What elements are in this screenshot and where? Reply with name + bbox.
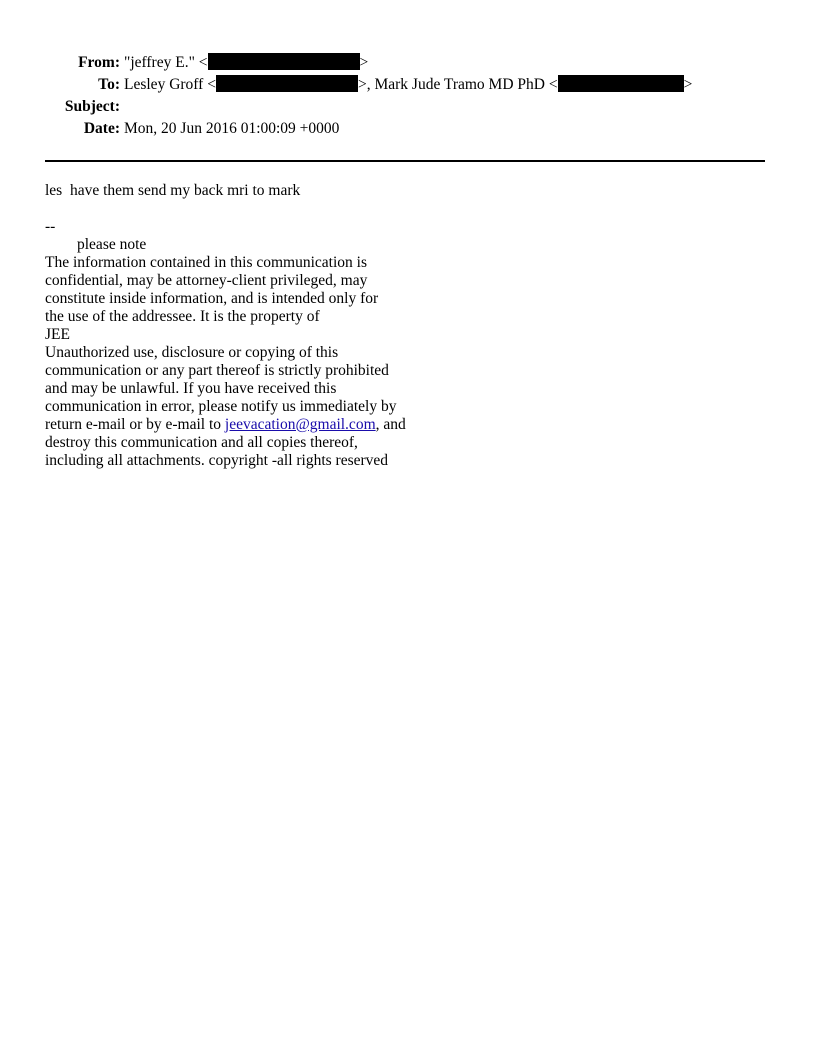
from-close: > (359, 54, 369, 71)
disclaimer-line: The information contained in this communication is (45, 254, 367, 271)
spacer (45, 200, 545, 218)
to-recipient-1: Lesley Groff < (124, 76, 216, 93)
return-prefix: return e-mail or by e-mail to (45, 416, 225, 433)
message-text: les have them send my back mri to mark (45, 182, 301, 199)
signature-dashes: -- (45, 218, 56, 235)
to-separator: >, Mark Jude Tramo MD PhD < (357, 76, 558, 93)
disclaimer-line: confidential, may be attorney-client privileged, may (45, 272, 368, 289)
disclaimer-line: destroy this communication and all copies thereof, (45, 434, 358, 451)
disclaimer-line: the use of the addressee. It is the property of (45, 308, 320, 325)
disclaimer-return-line (45, 416, 545, 434)
redaction-block (558, 75, 684, 92)
email-link[interactable]: jeevacation@gmail.com (224, 416, 376, 433)
from-label: From: (78, 54, 120, 71)
return-suffix: , and (375, 416, 406, 433)
from-name: "jeffrey E." < (124, 54, 208, 71)
disclaimer-line: including all attachments. copyright -all rights reserved (45, 452, 389, 469)
subject-label: Subject: (64, 98, 120, 115)
email-body (45, 182, 545, 470)
header-divider (45, 160, 765, 162)
date-label: Date: (83, 120, 120, 137)
signature-note: please note (77, 236, 147, 253)
disclaimer-line: and may be unlawful. If you have received this (45, 380, 337, 397)
from-value (124, 52, 368, 74)
disclaimer-line: constitute inside information, and is intended only for (45, 290, 379, 307)
disclaimer-line: JEE (45, 326, 70, 343)
to-close: > (683, 76, 693, 93)
disclaimer-line: communication or any part thereof is strictly prohibited (45, 362, 389, 379)
to-label: To: (98, 76, 120, 93)
date-value: Mon, 20 Jun 2016 01:00:09 +0000 (124, 120, 340, 137)
to-value (124, 74, 692, 96)
redaction-block (216, 75, 358, 92)
disclaimer-line: Unauthorized use, disclosure or copying of this (45, 344, 339, 361)
redaction-block (208, 53, 360, 70)
disclaimer-line: communication in error, please notify us immediately by (45, 398, 397, 415)
